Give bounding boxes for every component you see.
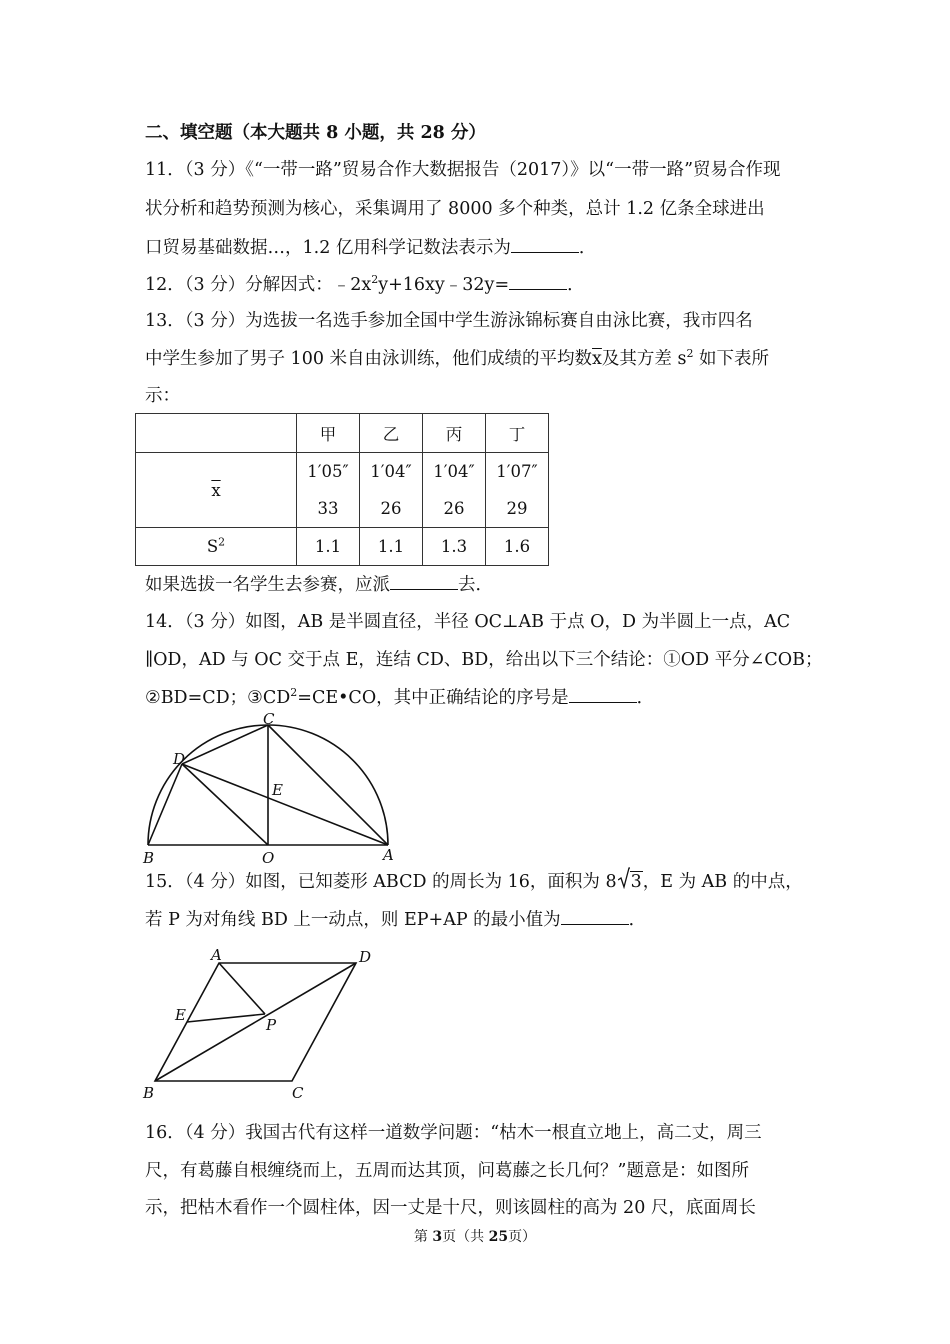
- table-header-cell: [136, 414, 297, 453]
- cell-line: 26: [380, 499, 402, 518]
- label-a: A: [383, 846, 394, 864]
- q14-line3-end: ．: [636, 688, 655, 708]
- label-p: P: [266, 1016, 277, 1034]
- q11-line3-text: 口贸易基础数据…，1.2 亿用科学记数法表示为: [145, 238, 511, 258]
- footer-c: 页）: [508, 1229, 537, 1245]
- section-title: 二、填空题（本大题共 8 小题，共 28 分）: [145, 123, 486, 143]
- table-header-row: [136, 414, 549, 453]
- q15-line1: [145, 870, 803, 894]
- q13-line2-b: 及其方差 s: [601, 349, 687, 369]
- chord-cd: [182, 725, 268, 764]
- radius-od: [182, 764, 268, 845]
- label-d: D: [173, 750, 186, 768]
- q14-line3-a: ②BD=CD；③CD: [145, 688, 291, 708]
- footer-a: 第: [413, 1229, 433, 1245]
- variance-sup: 2: [218, 535, 226, 549]
- mean-symbol: $\overline{x}$: [211, 480, 221, 500]
- q11-line1: 11．（3 分）《“一带一路”贸易合作大数据报告（2017）》以“一带一路”贸易合作现: [145, 160, 781, 180]
- q14-line1: 14．（3 分）如图，AB 是半圆直径，半径 OC⊥AB 于点 O，D 为半圆上一点，AC: [145, 612, 791, 632]
- table-cell: 1.1: [360, 528, 423, 566]
- semicircle-figure: [135, 708, 405, 868]
- q11-line2: 状分析和趋势预测为核心，采集调用了 8000 多个种类，总计 1.2 亿条全球进出: [145, 199, 765, 219]
- table-row-mean: [136, 453, 549, 528]
- q12-sup: 2: [371, 273, 379, 287]
- table-cell: 1.6: [486, 528, 549, 566]
- table-cell: [423, 453, 486, 528]
- mean-symbol: $\overline{x}$: [592, 349, 602, 369]
- table-cell: [486, 453, 549, 528]
- sqrt-symbol: [618, 870, 643, 894]
- table-header-cell: 甲: [297, 414, 360, 453]
- q16-line1: 16．（4 分）我国古代有这样一道数学问题：“枯木一根直立地上，高二丈，周三: [145, 1123, 762, 1143]
- segment-ap: [219, 963, 265, 1014]
- table-row-label: [136, 453, 297, 528]
- segment-ep: [187, 1014, 265, 1022]
- label-e: E: [272, 781, 283, 799]
- cell-line: 1′04″: [433, 462, 475, 481]
- q11-line3-end: ．: [578, 238, 597, 258]
- q13-line2-c: 如下表所: [693, 349, 770, 369]
- label-b: B: [143, 1084, 155, 1102]
- label-c: C: [292, 1084, 304, 1102]
- cell-line: 1′05″: [307, 462, 349, 481]
- label-c: C: [263, 710, 275, 728]
- q15-line2-end: ．: [628, 910, 647, 930]
- page-footer: [0, 1226, 950, 1246]
- q12-prefix: 12．（3 分）分解因式：﹣2x: [145, 275, 372, 295]
- answer-blank-q12[interactable]: [509, 273, 567, 290]
- q12-end: ．: [567, 275, 585, 295]
- chord-bd: [148, 764, 182, 845]
- q13-line3: 示：: [145, 386, 180, 406]
- q13-line2-a: 中学生参加了男子 100 米自由泳训练，他们成绩的平均数: [145, 349, 593, 369]
- q15-line2: [145, 908, 646, 932]
- q15-line1-a: 15．（4 分）如图，已知菱形 ABCD 的周长为 16，面积为 8: [145, 872, 617, 892]
- q13-line1: 13．（3 分）为选拔一名选手参加全国中学生游泳锦标赛自由泳比赛，我市四名: [145, 311, 753, 331]
- q14-sup: 2: [290, 686, 298, 700]
- chord-ad: [182, 764, 388, 845]
- label-o: O: [262, 849, 275, 867]
- answer-blank-q11[interactable]: [511, 236, 579, 253]
- stats-table: [135, 413, 549, 566]
- cell-line: 1′07″: [496, 462, 538, 481]
- answer-blank-q13[interactable]: [390, 573, 458, 590]
- table-row-variance: [136, 528, 549, 566]
- radical-sign: [618, 867, 630, 889]
- q13-after: [145, 573, 493, 597]
- cell-line: 29: [506, 499, 528, 518]
- answer-blank-q15[interactable]: [561, 908, 629, 925]
- q14-line3: [145, 686, 654, 710]
- total-pages: 25: [488, 1229, 509, 1245]
- rhombus-figure: [135, 942, 385, 1106]
- table-cell: [360, 453, 423, 528]
- q15-line2-a: 若 P 为对角线 BD 上一动点，则 EP+AP 的最小值为: [145, 910, 561, 930]
- q13-line2-sup: 2: [686, 347, 694, 361]
- variance-symbol: S: [206, 537, 219, 556]
- answer-blank-q14[interactable]: [569, 686, 637, 703]
- label-d: D: [359, 948, 372, 966]
- table-cell: 1.1: [297, 528, 360, 566]
- label-b: B: [143, 849, 155, 867]
- page-number: 3: [432, 1229, 443, 1245]
- q13-after-a: 如果选拔一名学生去参赛，应派: [145, 575, 390, 595]
- label-e: E: [175, 1006, 186, 1024]
- cell-line: 1′04″: [370, 462, 412, 481]
- table-header-cell: 乙: [360, 414, 423, 453]
- q11-line3: [145, 236, 596, 260]
- q16-line3: 示，把枯木看作一个圆柱体，因一丈是十尺，则该圆柱的高为 20 尺，底面周长: [145, 1198, 756, 1218]
- q12-line: [145, 273, 585, 297]
- footer-b: 页（共: [442, 1229, 489, 1245]
- table-cell: 1.3: [423, 528, 486, 566]
- table-cell: [297, 453, 360, 528]
- cell-line: 33: [317, 499, 339, 518]
- cell-line: 26: [443, 499, 465, 518]
- chord-ac: [268, 725, 388, 845]
- q15-line1-b: ，E 为 AB 的中点，: [642, 872, 803, 892]
- table-header-cell: 丁: [486, 414, 549, 453]
- q14-line2: ∥OD，AD 与 OC 交于点 E，连结 CD、BD，给出以下三个结论：①OD 平分∠COB；: [145, 650, 823, 670]
- q13-after-b: 去．: [458, 575, 493, 595]
- sqrt-radicand: 3: [630, 872, 642, 892]
- table-row-label: [136, 528, 297, 566]
- q12-middle: y+16xy﹣32y=: [378, 275, 510, 295]
- q13-line2: [145, 347, 769, 371]
- q14-line3-b: =CE•CO，其中正确结论的序号是: [297, 688, 569, 708]
- label-a: A: [211, 946, 222, 964]
- q16-line2: 尺，有葛藤自根缠绕而上，五周而达其顶，问葛藤之长几何？”题意是：如图所: [145, 1161, 749, 1181]
- table-header-cell: 丙: [423, 414, 486, 453]
